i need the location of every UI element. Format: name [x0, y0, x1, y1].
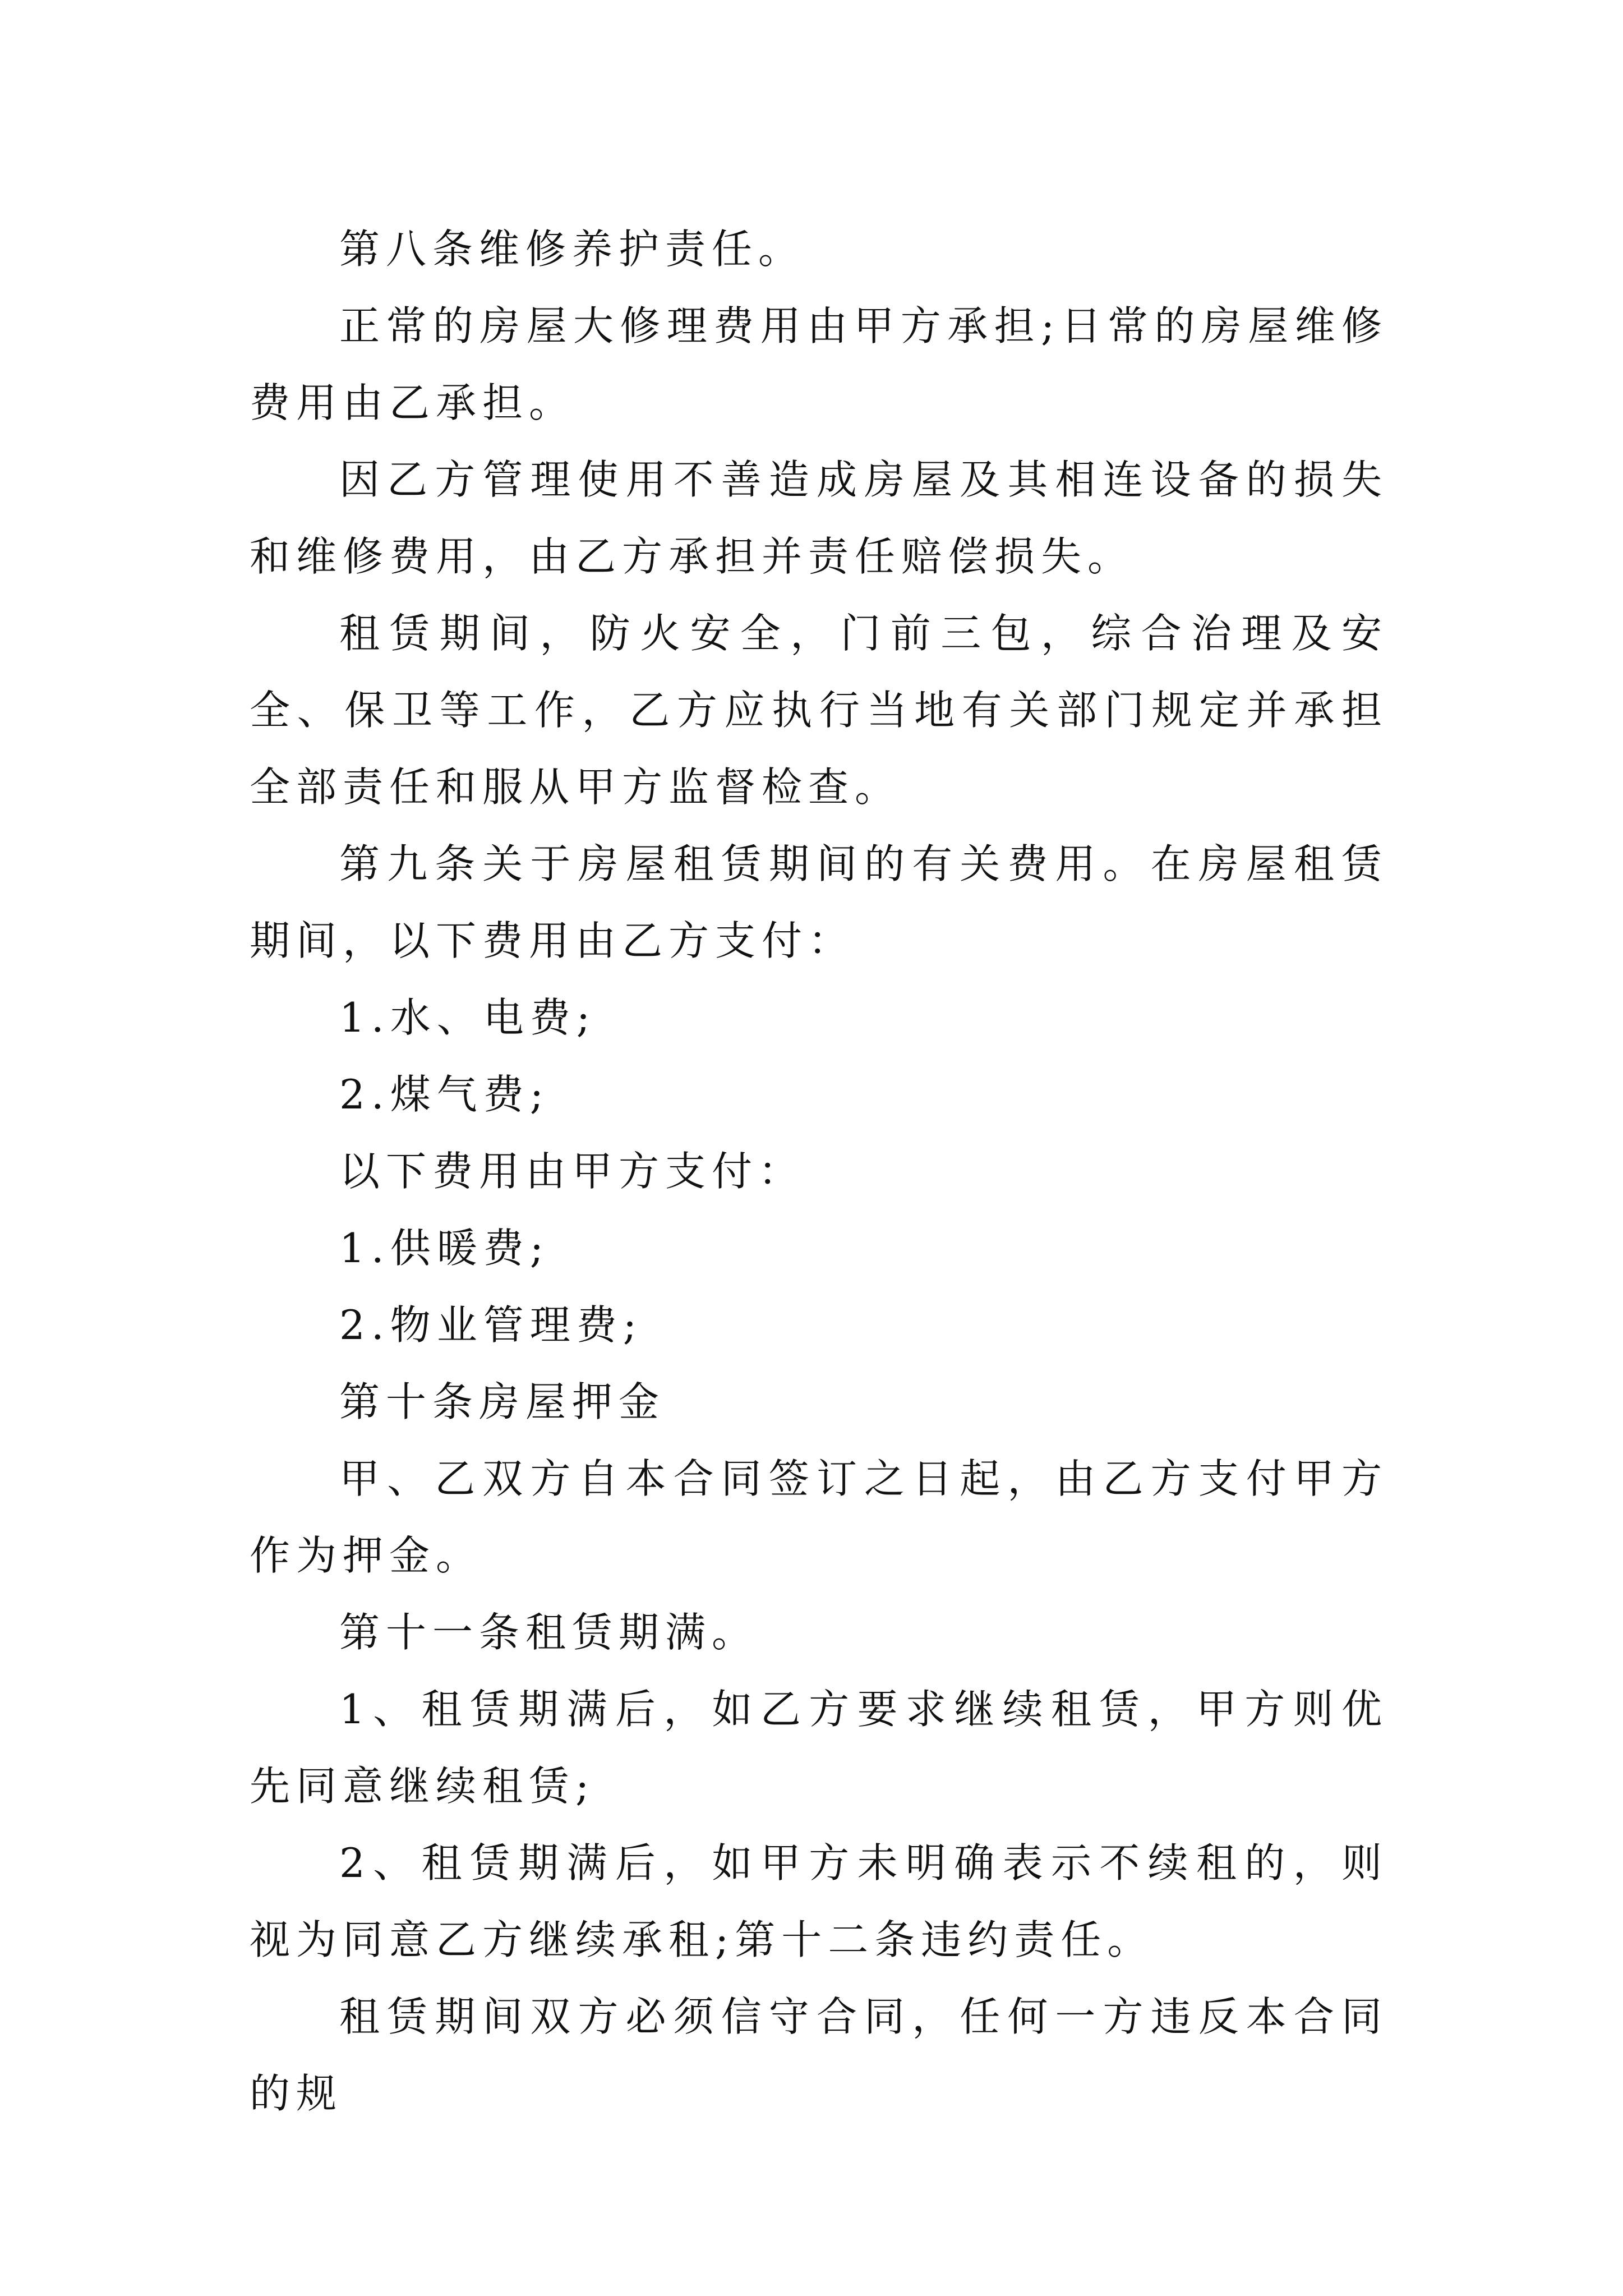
paragraph: 2.煤气费; — [339, 1071, 550, 1118]
paragraph: 第八条维修养护责任。 — [339, 226, 805, 273]
paragraph: 甲、乙双方自本合同签订之日起，由乙方支付甲方作为押金。 — [250, 1455, 1388, 1579]
paragraph: 租赁期间，防火安全，门前三包，综合治理及安全、保卫等工作，乙方应执行当地有关部门规定并承担全部责任和服从甲方监督检查。 — [250, 610, 1388, 811]
document-body — [250, 211, 1388, 2132]
paragraph: 第九条关于房屋租赁期间的有关费用。在房屋租赁期间，以下费用由乙方支付： — [250, 840, 1388, 964]
paragraph: 正常的房屋大修理费用由甲方承担;日常的房屋维修费用由乙承担。 — [250, 302, 1388, 426]
paragraph: 因乙方管理使用不善造成房屋及其相连设备的损失和维修费用，由乙方承担并责任赔偿损失。 — [250, 456, 1388, 580]
paragraph: 以下费用由甲方支付： — [339, 1148, 805, 1195]
paragraph: 第十条房屋押金 — [339, 1378, 666, 1425]
paragraph: 1.供暖费; — [339, 1225, 550, 1272]
paragraph: 1、租赁期满后，如乙方要求继续租赁，甲方则优先同意继续租赁; — [250, 1686, 1388, 1810]
paragraph: 2、租赁期满后，如甲方未明确表示不续租的，则视为同意乙方继续承租;第十二条违约责任。 — [250, 1839, 1388, 1963]
paragraph: 1.水、电费; — [339, 994, 596, 1041]
paragraph: 租赁期间双方必须信守合同，任何一方违反本合同的规 — [250, 1993, 1388, 2117]
paragraph: 2.物业管理费; — [339, 1301, 643, 1349]
paragraph: 第十一条租赁期满。 — [339, 1609, 759, 1656]
